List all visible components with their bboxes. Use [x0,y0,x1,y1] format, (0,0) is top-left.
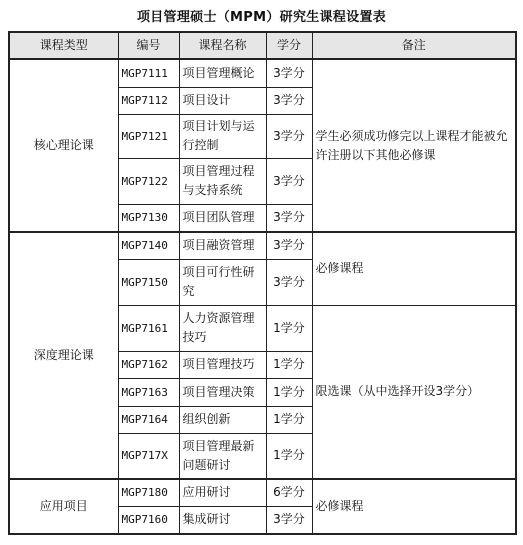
course-name: 项目设计 [179,87,266,114]
course-credit: 3学分 [266,114,312,158]
course-credit: 3学分 [266,232,312,259]
course-credit: 1学分 [266,305,312,351]
course-code: MGP7122 [118,158,179,204]
course-credit: 3学分 [266,506,312,534]
course-code: MGP7161 [118,305,179,351]
course-credit: 3学分 [266,204,312,232]
course-code: MGP7162 [118,351,179,378]
header-category: 课程类型 [9,32,118,59]
category-cell: 应用项目 [9,479,118,534]
course-name: 项目可行性研究 [179,259,266,305]
table-title: 项目管理硕士（MPM）研究生课程设置表 [136,10,387,25]
course-code: MGP7160 [118,506,179,534]
course-credit: 3学分 [266,158,312,204]
note-cell: 必修课程 [312,479,516,534]
note-cell: 限选课（从中选择开设3学分） [312,305,516,479]
course-credit: 3学分 [266,87,312,114]
course-name: 项目计划与运行控制 [179,114,266,158]
category-cell: 核心理论课 [9,59,118,232]
table-row [9,479,516,506]
course-code: MGP7112 [118,87,179,114]
course-credit: 1学分 [266,433,312,479]
course-code: MGP7180 [118,479,179,506]
table-row [9,59,516,87]
header-name: 课程名称 [179,32,266,59]
course-name: 项目团队管理 [179,204,266,232]
course-credit: 1学分 [266,378,312,406]
table-row [9,232,516,259]
course-credit: 3学分 [266,59,312,87]
course-name: 项目管理技巧 [179,351,266,378]
note-cell: 必修课程 [312,232,516,305]
course-name: 应用研讨 [179,479,266,506]
course-code: MGP7163 [118,378,179,406]
course-name: 项目管理最新问题研讨 [179,433,266,479]
course-code: MGP7121 [118,114,179,158]
header-note: 备注 [312,32,516,59]
course-credit: 3学分 [266,259,312,305]
course-code: MGP717X [118,433,179,479]
course-credit: 1学分 [266,406,312,433]
course-code: MGP7164 [118,406,179,433]
course-code: MGP7130 [118,204,179,232]
note-cell: 学生必须成功修完以上课程才能被允许注册以下其他必修课 [312,59,516,232]
course-name: 项目管理决策 [179,378,266,406]
course-code: MGP7140 [118,232,179,259]
course-code: MGP7111 [118,59,179,87]
course-name: 项目管理过程与支持系统 [179,158,266,204]
course-name: 项目融资管理 [179,232,266,259]
header-row [9,32,516,59]
course-name: 集成研讨 [179,506,266,534]
category-cell: 深度理论课 [9,232,118,479]
course-code: MGP7150 [118,259,179,305]
course-credit: 1学分 [266,351,312,378]
course-name: 项目管理概论 [179,59,266,87]
course-credit: 6学分 [266,479,312,506]
course-table [8,31,517,535]
course-name: 组织创新 [179,406,266,433]
header-code: 编号 [118,32,179,59]
header-credit: 学分 [266,32,312,59]
course-name: 人力资源管理技巧 [179,305,266,351]
